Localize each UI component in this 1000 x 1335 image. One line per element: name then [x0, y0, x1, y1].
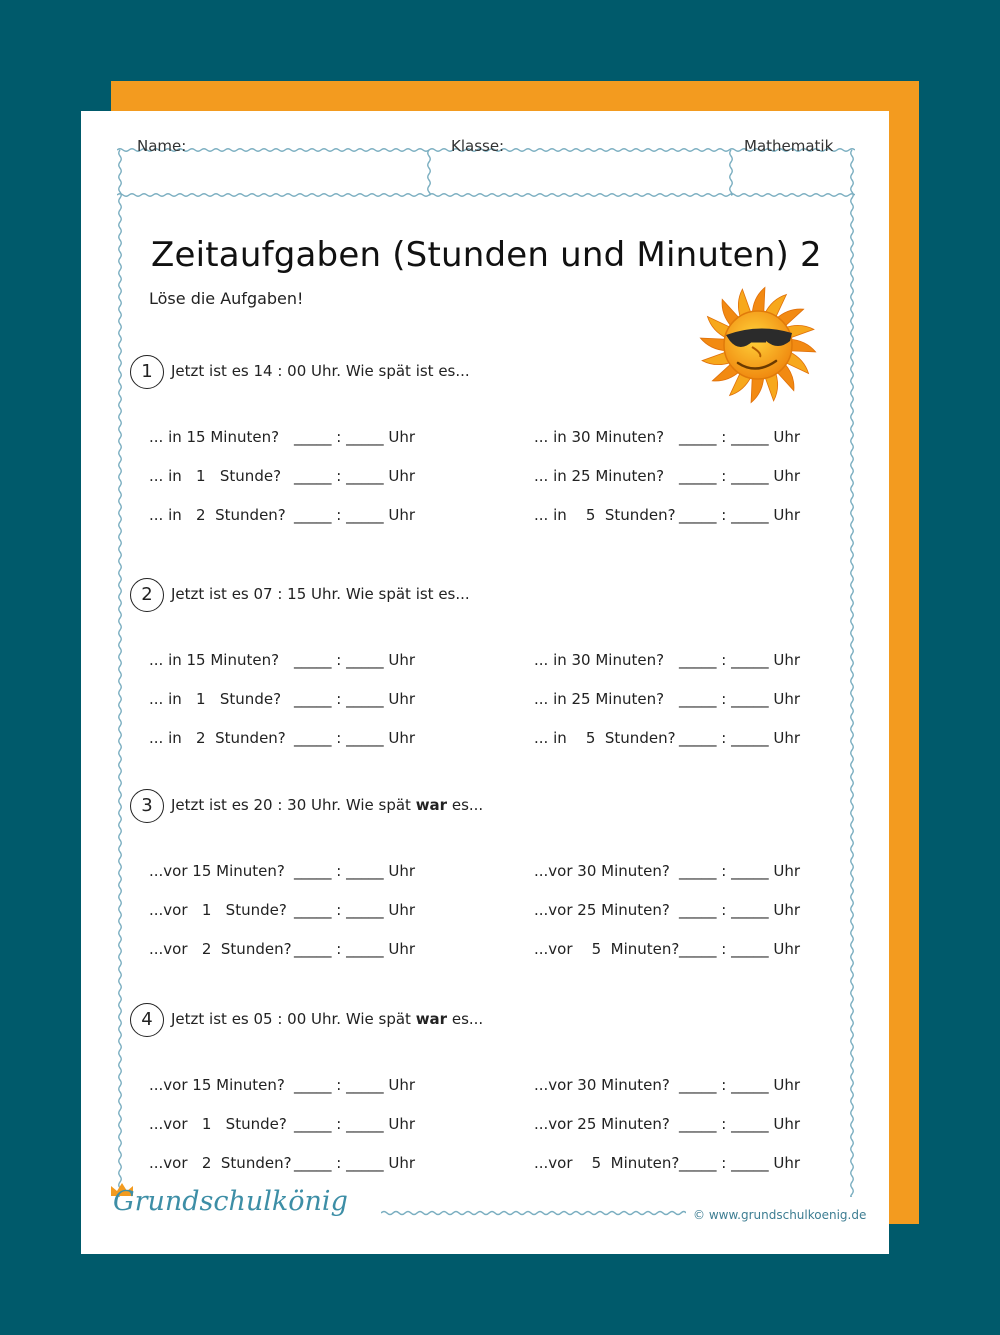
grundschulkoenig-logo: Grundschulkönig	[113, 1186, 348, 1217]
task-intro-text: Jetzt ist es 07 : 15 Uhr. Wie spät	[171, 585, 416, 603]
answer-blank[interactable]: _____ : _____ Uhr	[294, 901, 416, 919]
task-intro	[171, 585, 470, 603]
question-label: ... in 2 Stunden?	[149, 729, 286, 747]
answer-blank[interactable]: _____ : _____ Uhr	[679, 729, 801, 747]
question-label: ...vor 1 Stunde?	[149, 901, 287, 919]
question-label: ... in 15 Minuten?	[149, 428, 280, 446]
answer-blank[interactable]: _____ : _____ Uhr	[294, 428, 416, 446]
question-row	[534, 1076, 800, 1094]
answer-blank[interactable]: _____ : _____ Uhr	[679, 690, 801, 708]
subject-label: Mathematik	[744, 137, 834, 155]
question-label: ...vor 5 Minuten?	[534, 1154, 680, 1172]
task-intro-text: Jetzt ist es 14 : 00 Uhr. Wie spät	[171, 362, 416, 380]
worksheet-title: Zeitaufgaben (Stunden und Minuten) 2	[151, 235, 822, 275]
task-intro	[171, 796, 483, 814]
footer-wave-divider	[381, 1208, 686, 1218]
question-row	[534, 729, 800, 747]
answer-blank[interactable]: _____ : _____ Uhr	[679, 862, 801, 880]
answer-blank[interactable]: _____ : _____ Uhr	[679, 651, 801, 669]
question-label: ...vor 15 Minuten?	[149, 1076, 285, 1094]
question-row	[534, 467, 800, 485]
class-field-label: Klasse:	[451, 137, 505, 155]
question-label: ...vor 25 Minuten?	[534, 901, 670, 919]
copyright-text: © www.grundschulkoenig.de	[693, 1208, 867, 1222]
question-label: ...vor 15 Minuten?	[149, 862, 285, 880]
question-row	[149, 651, 415, 669]
task-number-circle: 2	[130, 578, 164, 612]
question-row	[149, 428, 415, 446]
answer-blank[interactable]: _____ : _____ Uhr	[294, 940, 416, 958]
name-field-label: Name:	[137, 137, 187, 155]
task-number-circle: 3	[130, 789, 164, 823]
question-label: ... in 2 Stunden?	[149, 506, 286, 524]
question-row	[149, 1154, 415, 1172]
task-intro-verb: ist	[415, 362, 434, 380]
question-row	[149, 901, 415, 919]
answer-blank[interactable]: _____ : _____ Uhr	[679, 1154, 801, 1172]
question-label: ... in 25 Minuten?	[534, 690, 665, 708]
question-row	[149, 1115, 415, 1133]
answer-blank[interactable]: _____ : _____ Uhr	[294, 690, 416, 708]
answer-blank[interactable]: _____ : _____ Uhr	[679, 1076, 801, 1094]
task-intro-verb: war	[415, 796, 448, 814]
question-row	[149, 690, 415, 708]
question-label: ... in 5 Stunden?	[534, 729, 676, 747]
question-row	[534, 506, 800, 524]
answer-blank[interactable]: _____ : _____ Uhr	[294, 506, 416, 524]
answer-blank[interactable]: _____ : _____ Uhr	[679, 467, 801, 485]
task-number-circle: 4	[130, 1003, 164, 1037]
question-row	[534, 940, 800, 958]
task-intro	[171, 1010, 483, 1028]
question-row	[149, 506, 415, 524]
question-label: ... in 30 Minuten?	[534, 428, 665, 446]
sun-with-sunglasses-icon	[698, 283, 824, 409]
question-row	[534, 428, 800, 446]
answer-blank[interactable]: _____ : _____ Uhr	[294, 1076, 416, 1094]
question-row	[534, 651, 800, 669]
answer-blank[interactable]: _____ : _____ Uhr	[679, 940, 801, 958]
answer-blank[interactable]: _____ : _____ Uhr	[679, 428, 801, 446]
question-label: ...vor 25 Minuten?	[534, 1115, 670, 1133]
question-label: ...vor 5 Minuten?	[534, 940, 680, 958]
question-label: ... in 1 Stunde?	[149, 467, 282, 485]
question-label: ... in 25 Minuten?	[534, 467, 665, 485]
question-row	[534, 901, 800, 919]
task-intro-end: es...	[433, 585, 470, 603]
question-row	[534, 1115, 800, 1133]
question-row	[534, 690, 800, 708]
task-number-circle: 1	[130, 355, 164, 389]
question-row	[149, 467, 415, 485]
question-label: ... in 1 Stunde?	[149, 690, 282, 708]
question-row	[534, 1154, 800, 1172]
task-intro-verb: war	[415, 1010, 448, 1028]
question-row	[149, 729, 415, 747]
answer-blank[interactable]: _____ : _____ Uhr	[679, 901, 801, 919]
question-label: ... in 5 Stunden?	[534, 506, 676, 524]
question-row	[149, 940, 415, 958]
question-label: ...vor 1 Stunde?	[149, 1115, 287, 1133]
answer-blank[interactable]: _____ : _____ Uhr	[679, 506, 801, 524]
answer-blank[interactable]: _____ : _____ Uhr	[294, 729, 416, 747]
question-label: ...vor 30 Minuten?	[534, 862, 670, 880]
task-intro-verb: ist	[415, 585, 434, 603]
task-intro-end: es...	[447, 1010, 484, 1028]
answer-blank[interactable]: _____ : _____ Uhr	[294, 651, 416, 669]
answer-blank[interactable]: _____ : _____ Uhr	[679, 1115, 801, 1133]
question-row	[149, 1076, 415, 1094]
answer-blank[interactable]: _____ : _____ Uhr	[294, 467, 416, 485]
task-intro-end: es...	[447, 796, 484, 814]
question-label: ... in 30 Minuten?	[534, 651, 665, 669]
question-row	[534, 862, 800, 880]
task-intro	[171, 362, 470, 380]
answer-blank[interactable]: _____ : _____ Uhr	[294, 1154, 416, 1172]
question-label: ... in 15 Minuten?	[149, 651, 280, 669]
task-intro-end: es...	[433, 362, 470, 380]
question-label: ...vor 2 Stunden?	[149, 1154, 292, 1172]
question-label: ...vor 2 Stunden?	[149, 940, 292, 958]
task-intro-text: Jetzt ist es 05 : 00 Uhr. Wie spät	[171, 1010, 416, 1028]
question-label: ...vor 30 Minuten?	[534, 1076, 670, 1094]
worksheet-page	[81, 111, 889, 1254]
question-row	[149, 862, 415, 880]
instruction-text: Löse die Aufgaben!	[149, 289, 304, 308]
answer-blank[interactable]: _____ : _____ Uhr	[294, 862, 416, 880]
answer-blank[interactable]: _____ : _____ Uhr	[294, 1115, 416, 1133]
task-intro-text: Jetzt ist es 20 : 30 Uhr. Wie spät	[171, 796, 416, 814]
